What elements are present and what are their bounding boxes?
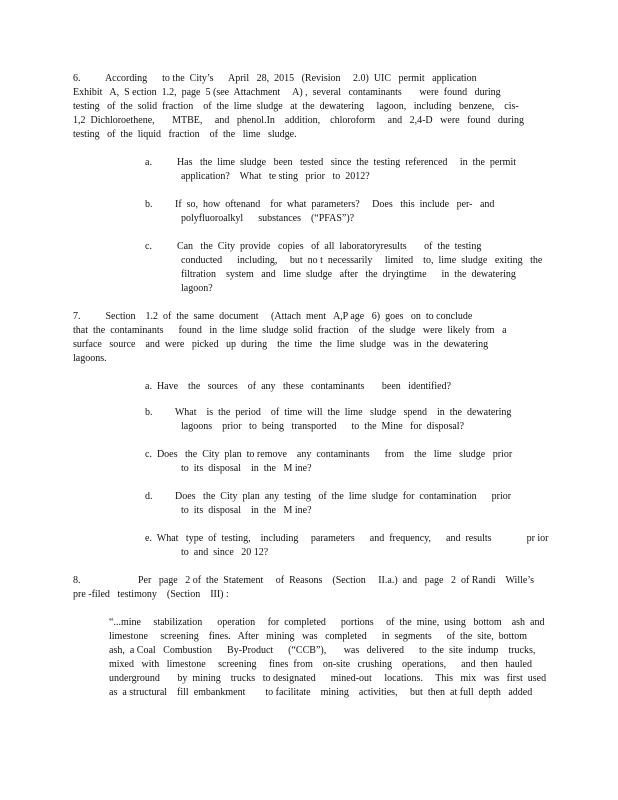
item7-d-line-1: d. Does the City plan any testing of the lime sludge for contamination prior [145,491,512,502]
item6-line-1: 6. According to the City’s April 28, 2015 (Revision 2.0) UIC permit application [73,73,477,84]
item8-quote-line-6: as a structural fill embankment to facilitate mining activities, but then at full depth added [109,687,533,698]
item8-quote-line-3: ash, a Coal Combustion By-Product (“CCB”), was delivered to the site indump trucks, [109,645,536,656]
item6-a-line-1: a. Has the lime sludge been tested since the testing referenced in the permit [145,157,517,168]
item6-c-line-1: c. Can the City provide copies of all laboratoryresults of the testing [145,241,482,252]
item6-b-line-2: polyfluoroalkyl substances (“PFAS”)? [181,213,355,224]
item6-line-3: testing of the solid fraction of the lime sludge at the dewatering lagoon, including benzene, cis- [73,101,519,112]
item8-quote-line-2: limestone screening fines. After mining was completed in segments of the site, bottom [109,631,527,642]
item8-line-2: pre -filed testimony (Section III) : [73,589,229,600]
item7-e-line-2: to and since 20 12? [181,547,269,558]
item6-line-2: Exhibit A, S ection 1.2, page 5 (see Attachment A) , several contaminants were found during [73,87,501,98]
item6-b-line-1: b. If so, how oftenand for what parameters? Does this include per- and [145,199,495,210]
item6-a-line-2: application? What te sting prior to 2012? [181,171,370,182]
item8-line-1: 8. Per page 2 of the Statement of Reasons (Section II.a.) and page 2 of Randi Wille’s [73,575,534,586]
item6-c-line-3: filtration system and lime sludge after the dryingtime in the dewatering [181,269,516,280]
item7-c-line-2: to its disposal in the M ine? [181,463,312,474]
item6-line-4: 1,2 Dichloroethene, MTBE, and phenol.In addition, chloroform and 2,4-D were found during [73,115,525,126]
item7-line-3: surface source and were picked up during the time the lime sludge was in the dewatering [73,339,489,350]
item8-quote-line-1: “...mine stabilization operation for completed portions of the mine, using bottom ash and [109,617,545,628]
item7-line-2: that the contaminants found in the lime sludge solid fraction of the sludge were likely from a [73,325,507,336]
item8-quote-line-4: mixed with limestone screening fines from on-site crushing operations, and then hauled [109,659,532,670]
item6-c-line-2: conducted including, but no t necessarily limited to, lime sludge exiting the [181,255,543,266]
item6-line-5: testing of the liquid fraction of the lime sludge. [73,129,297,140]
item6-c-line-4: lagoon? [181,283,213,294]
item7-b-line-1: b. What is the period of time will the lime sludge spend in the dewatering [145,407,512,418]
item7-line-1: 7. Section 1.2 of the same document (Attach ment A,P age 6) goes on to conclude [73,311,473,322]
item7-line-4: lagoons. [73,353,107,364]
item7-b-line-2: lagoons prior to being transported to the Mine for disposal? [181,421,465,432]
item7-c-line-1: c. Does the City plan to remove any contaminants from the lime sludge prior [145,449,513,460]
item7-a-line-1: a. Have the sources of any these contaminants been identified? [145,381,452,392]
item7-e-line-1: e. What type of testing, including parameters and frequency, and results pr ior [145,533,549,544]
item8-quote-line-5: underground by mining trucks to designated mined-out locations. This mix was first used [109,673,547,684]
item7-d-line-2: to its disposal in the M ine? [181,505,312,516]
